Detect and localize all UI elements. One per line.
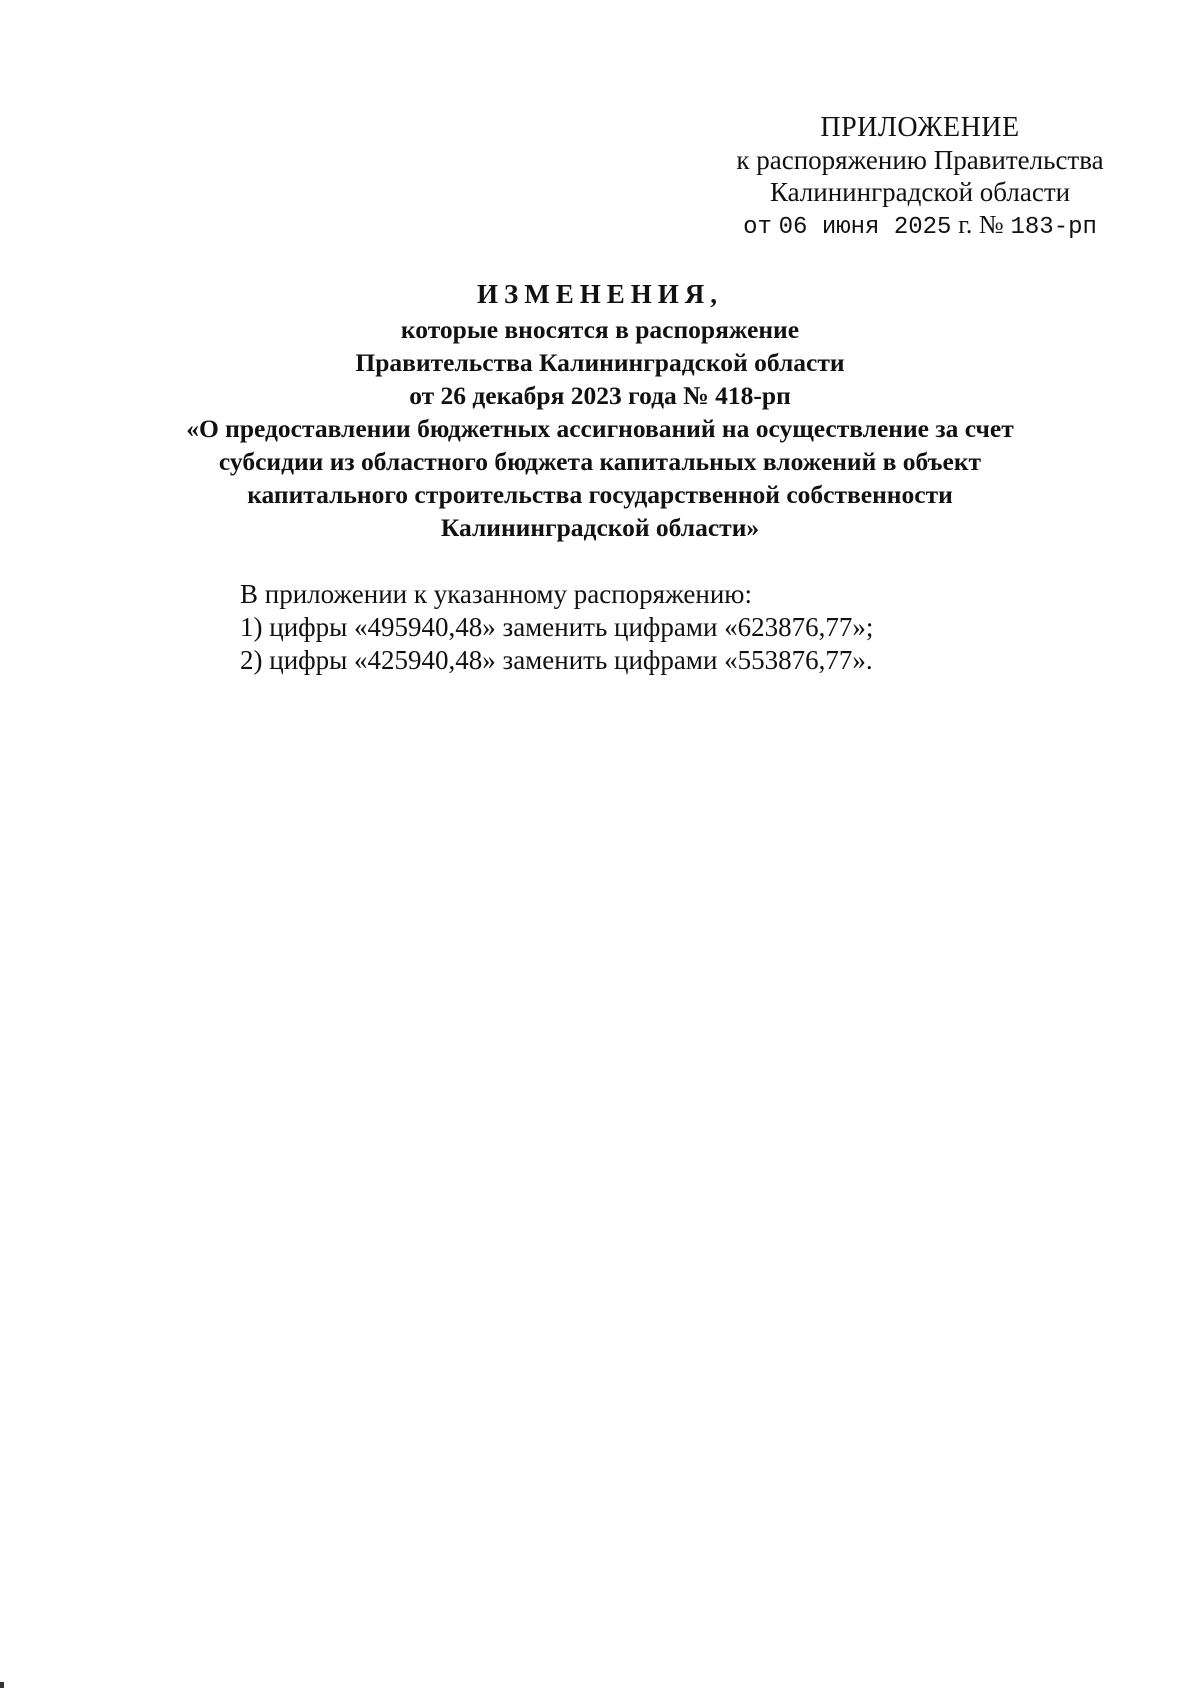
document-body xyxy=(240,578,1120,677)
appendix-date-line xyxy=(700,208,1140,244)
heading-line: капитального строительства государственной собственности xyxy=(247,480,953,509)
appendix-line-2: Калининградской области xyxy=(769,177,1071,207)
heading-line: которые вносятся в распоряжение xyxy=(400,315,800,344)
scan-mark xyxy=(0,1682,4,1688)
body-item: 1) цифры «495940,48» заменить цифрами «623876,77»; xyxy=(240,612,874,642)
heading-line: Калининградской области» xyxy=(440,513,760,542)
appendix-line-1: к распоряжению Правительства xyxy=(736,145,1104,175)
appendix-date-prefix: от xyxy=(743,214,772,241)
heading-line: от 26 декабря 2023 года № 418-рп xyxy=(409,381,791,410)
appendix-header xyxy=(700,112,1140,244)
body-item: 2) цифры «425940,48» заменить цифрами «553876,77». xyxy=(240,645,873,675)
appendix-number-value: 183-рп xyxy=(1010,214,1097,241)
document-heading xyxy=(150,278,1050,544)
appendix-date-value: 06 июня 2025 xyxy=(778,214,952,241)
heading-line: субсидии из областного бюджета капитальных вложений в объект xyxy=(218,447,982,476)
heading-line: «О предоставлении бюджетных ассигнований на осуществление за счет xyxy=(186,414,1014,443)
body-intro: В приложении к указанному распоряжению: xyxy=(240,579,752,609)
heading-line: Правительства Калининградской области xyxy=(355,348,845,377)
appendix-title: ПРИЛОЖЕНИЕ xyxy=(820,112,1020,143)
appendix-date-suffix: г. № xyxy=(958,210,1004,239)
heading-title: ИЗМЕНЕНИЯ, xyxy=(476,279,723,309)
